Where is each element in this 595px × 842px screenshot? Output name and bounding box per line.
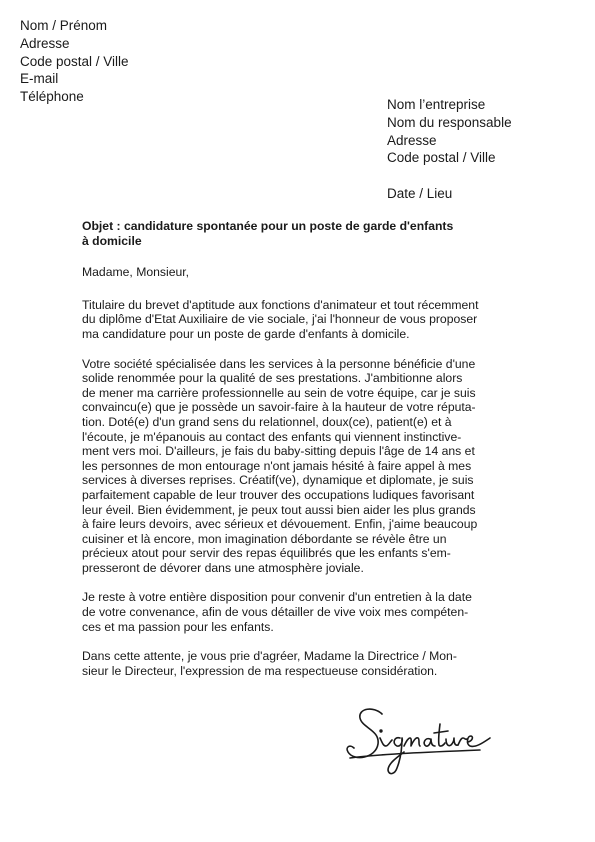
paragraph-line: Titulaire du brevet d'aptitude aux fonctions d'animateur et tout récemment — [82, 297, 479, 312]
sender-phone: Téléphone — [20, 89, 84, 105]
sender-address: Adresse — [20, 35, 70, 51]
paragraph-line: Dans cette attente, je vous prie d'agréer, Madame la Directrice / Mon- — [82, 649, 457, 664]
recipient-postcode-city: Code postal / Ville — [387, 150, 496, 166]
paragraph-line: de mener ma carrière professionnelle au sein de votre équipe, car je suis — [82, 385, 476, 400]
recipient-block — [387, 96, 512, 167]
paragraph-line: leur éveil. Bien évidemment, je peux tout aussi bien aider les plus grands — [82, 502, 476, 517]
greeting: Madame, Monsieur, — [82, 265, 190, 280]
sender-name: Nom / Prénom — [20, 18, 108, 33]
paragraph-line: sieur le Directeur, l'expression de ma respectueuse considération. — [82, 663, 438, 678]
paragraph-line: ment vers moi. D'ailleurs, je fais du baby-sitting depuis l'âge de 14 ans et — [82, 444, 475, 459]
subject-line — [82, 219, 514, 248]
paragraph-motivation — [82, 357, 514, 576]
date-place: Date / Lieu — [387, 186, 453, 201]
paragraph-availability — [82, 590, 514, 634]
recipient-address: Adresse — [387, 132, 437, 148]
paragraph-line: ma candidature pour un poste de garde d'enfants à domicile. — [82, 326, 410, 341]
paragraph-line: Je reste à votre entière disposition pour convenir d'un entretien à la date — [82, 590, 472, 605]
recipient-manager: Nom du responsable — [387, 114, 512, 130]
paragraph-line: tion. Doté(e) d'un grand sens du relationnel, doux(ce), patient(e) et à — [82, 414, 452, 429]
paragraph-intro — [82, 298, 514, 342]
recipient-company: Nom l’entreprise — [387, 97, 486, 112]
paragraph-line: parfaitement capable de leur trouver des occupations ludiques favorisant — [82, 487, 475, 502]
paragraph-line: les personnes de mon entourage n'ont jamais hésité à faire appel à mes — [82, 458, 472, 473]
paragraph-line: de votre convenance, afin de vous détailler de vive voix mes compéten- — [82, 605, 469, 620]
paragraph-line: l'écoute, je m'épanouis au contact des enfants qui viennent instinctive- — [82, 429, 462, 444]
paragraph-line: ces et ma passion pour les enfants. — [82, 619, 274, 634]
paragraph-line: précieux atout pour servir des repas équilibrés que les enfants s'em- — [82, 546, 451, 561]
paragraph-line: convaincu(e) que je possède un savoir-faire à la hauteur de votre réputa- — [82, 400, 476, 415]
paragraph-line: cuisiner et là encore, mon imagination débordante se révèle être un — [82, 531, 447, 546]
sender-email: E-mail — [20, 71, 59, 87]
paragraph-line: à faire leurs devoirs, avec sérieux et dévouement. Enfin, j'aime beaucoup — [82, 517, 478, 532]
subject-line-2: à domicile — [82, 233, 142, 248]
letter-body — [82, 219, 514, 693]
sender-block — [20, 17, 129, 106]
paragraph-line: Votre société spécialisée dans les services à la personne bénéficie d'une — [82, 356, 476, 371]
paragraph-line: services à diverses reprises. Créatif(ve), dynamique et diplomate, je suis — [82, 473, 474, 488]
sender-postcode-city: Code postal / Ville — [20, 53, 129, 69]
paragraph-closing — [82, 649, 514, 678]
subject-line-1: Objet : candidature spontanée pour un poste de garde d'enfants — [82, 219, 454, 233]
paragraph-line: presseront de dévorer dans une atmosphère joviale. — [82, 560, 364, 575]
signature-strokes — [347, 709, 490, 774]
paragraph-line: du diplôme d'Etat Auxiliaire de vie sociale, j'ai l'honneur de vous proposer — [82, 312, 478, 327]
paragraph-line: solide renommée pour la qualité de ses prestations. J'ambitionne alors — [82, 371, 463, 386]
handwritten-signature — [340, 700, 500, 790]
